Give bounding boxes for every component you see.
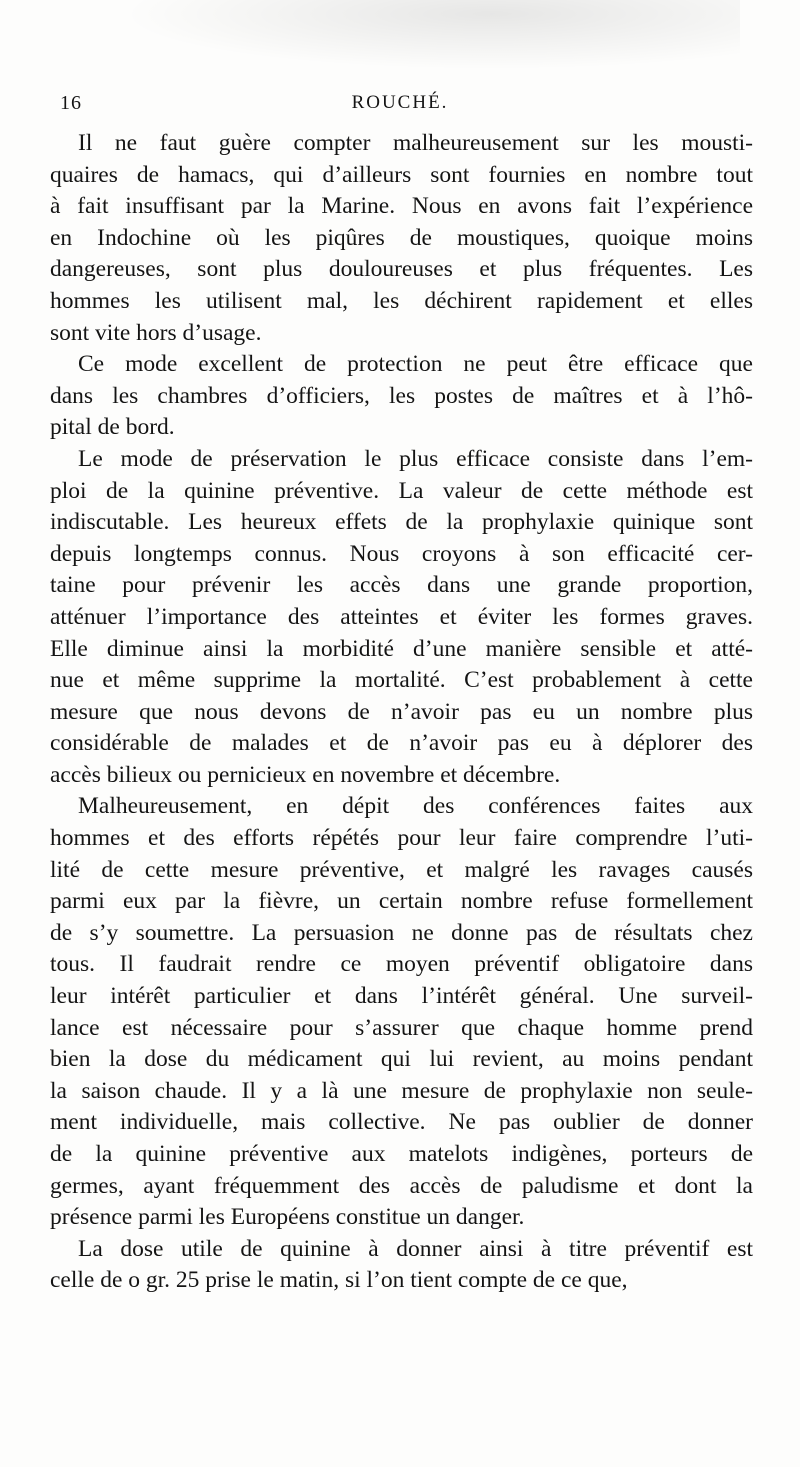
text-line: dangereuses, sont plus douloureuses et plus fréquentes. Les	[50, 256, 753, 283]
text-line: lité de cette mesure préventive, et malgré les ravages causés	[50, 856, 753, 883]
running-head	[0, 92, 800, 120]
text-line: hommes les utilisent mal, les déchirent rapidement et elles	[50, 287, 753, 314]
text-line: ploi de la quinine préventive. La valeur de cette méthode est	[50, 477, 753, 504]
paragraph	[50, 349, 753, 444]
text-line: Il ne faut guère compter malheureusement sur les mousti-	[78, 130, 753, 156]
text-line: hommes et des efforts répétés pour leur faire comprendre l’uti-	[50, 825, 753, 852]
text-line: mesure que nous devons de n’avoir pas eu un nombre plus	[50, 698, 753, 725]
text-line: pital de bord.	[50, 414, 175, 441]
text-line: ment individuelle, mais collective. Ne pas oublier de donner	[50, 1109, 753, 1136]
text-line: Le mode de préservation le plus efficace consiste dans l’em-	[78, 445, 753, 472]
text-line: Ce mode excellent de protection ne peut être efficace que	[78, 351, 753, 378]
text-line: celle de o gr. 25 prise le matin, si l’on tient compte de ce que,	[50, 1267, 628, 1294]
text-line: la saison chaude. Il y a là une mesure de prophylaxie non seule-	[50, 1077, 753, 1104]
text-line: lance est nécessaire pour s’assurer que chaque homme prend	[50, 1014, 753, 1041]
scan-smudge	[120, 0, 740, 70]
text-line: à fait insuffisant par la Marine. Nous en avons fait l’expérience	[50, 193, 753, 220]
text-line: en Indochine où les piqûres de moustiques, quoique moins	[50, 224, 753, 251]
text-line: Malheureusement, en dépit des conférences faites aux	[78, 793, 753, 820]
paragraph	[50, 444, 753, 792]
text-line: germes, ayant fréquemment des accès de paludisme et dont la	[50, 1172, 753, 1199]
page-number: 16	[60, 92, 82, 114]
text-line: indiscutable. Les heureux effets de la prophylaxie quinique sont	[50, 509, 753, 536]
text-line: considérable de malades et de n’avoir pas eu à déplorer des	[50, 730, 753, 757]
text-line: La dose utile de quinine à donner ainsi à titre préventif est	[78, 1235, 753, 1262]
text-line: présence parmi les Européens constitue un danger.	[50, 1204, 525, 1231]
text-line: accès bilieux ou pernicieux en novembre et décembre.	[50, 761, 561, 788]
text-line: nue et même supprime la mortalité. C’est probablement à cette	[50, 667, 753, 694]
text-line: bien la dose du médicament qui lui revient, au moins pendant	[50, 1046, 753, 1073]
text-line: atténuer l’importance des atteintes et éviter les formes graves.	[50, 603, 753, 630]
text-line: de la quinine préventive aux matelots indigènes, porteurs de	[50, 1141, 753, 1167]
text-line: leur intérêt particulier et dans l’intérêt général. Une surveil-	[50, 983, 753, 1010]
text-line: depuis longtemps connus. Nous croyons à son efficacité cer-	[50, 540, 753, 567]
text-line: sont vite hors d’usage.	[50, 319, 262, 346]
text-line: dans les chambres d’officiers, les postes de maîtres et à l’hô-	[50, 382, 753, 409]
body-text	[50, 128, 753, 1297]
text-line: parmi eux par la fièvre, un certain nombre refuse formellement	[50, 888, 753, 915]
text-line: de s’y soumettre. La persuasion ne donne pas de résultats chez	[50, 919, 753, 946]
text-line: Elle diminue ainsi la morbidité d’une manière sensible et atté-	[50, 635, 753, 662]
text-line: quaires de hamacs, qui d’ailleurs sont fournies en nombre tout	[50, 161, 753, 188]
paragraph	[50, 791, 753, 1233]
paragraph	[50, 128, 753, 349]
paragraph	[50, 1234, 753, 1297]
text-line: tous. Il faudrait rendre ce moyen préventif obligatoire dans	[50, 951, 753, 978]
running-title: ROUCHÉ.	[351, 92, 449, 113]
text-line: taine pour prévenir les accès dans une grande proportion,	[50, 572, 753, 599]
